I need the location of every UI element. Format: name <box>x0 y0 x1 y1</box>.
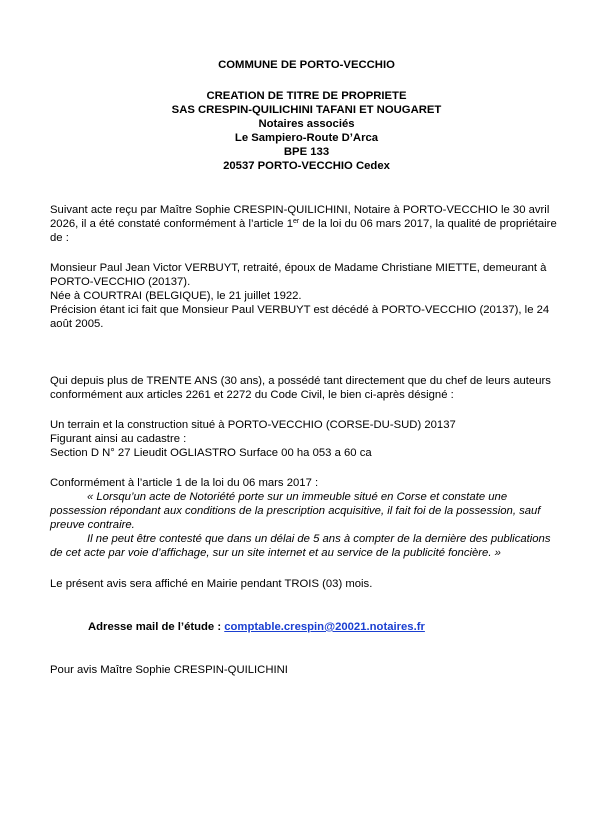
email-label: Adresse mail de l’étude : <box>88 621 225 633</box>
address-po-box: BPE 133 <box>283 146 330 158</box>
document-title: CREATION DE TITRE DE PROPRIETE <box>206 90 407 102</box>
law-intro: Conformément à l’article 1 de la loi du 06 mars 2017 : <box>50 477 319 489</box>
address-city: 20537 PORTO-VECCHIO Cedex <box>223 160 390 172</box>
owner-birth: Née à COURTRAI (BELGIQUE), le 21 juillet 1922. <box>50 290 302 302</box>
law-quote-second: Il ne peut être contesté que dans un délai de 5 ans à compter de la dernière des publications de cet acte par voie d’affichage, sur un site internet et au service de la publicité foncière. » <box>50 533 551 559</box>
possession-paragraph: Qui depuis plus de TRENTE ANS (30 ans), a possédé tant directement que du chef de leurs auteurs conformément aux articles 2261 et 2272 du Code Civil, le bien ci-après désigné : <box>50 375 551 401</box>
intro-paragraph <box>50 203 563 245</box>
closing-signature: Pour avis Maître Sophie CRESPIN-QUILICHINI <box>50 664 288 676</box>
intro-text-start: Suivant acte reçu par Maître Sophie CRESPIN-QUILICHINI, Notaire à PORTO-VECCHIO le 30 avril 2026, il a été constaté conformément à l’article 1 <box>50 204 550 230</box>
intro-superscript: er <box>293 218 300 225</box>
notary-firm-subtitle: Notaires associés <box>258 118 355 130</box>
cadastre-section: Section D N° 27 Lieudit OGLIASTRO Surface 00 ha 053 a 60 ca <box>50 447 372 459</box>
property-description: Un terrain et la construction situé à PORTO-VECCHIO (CORSE-DU-SUD) 20137 <box>50 419 456 431</box>
address-street: Le Sampiero-Route D’Arca <box>234 132 379 144</box>
email-line <box>50 620 563 634</box>
display-notice: Le présent avis sera affiché en Mairie pendant TROIS (03) mois. <box>50 578 373 590</box>
email-link[interactable]: comptable.crespin@20021.notaires.fr <box>224 621 425 633</box>
commune-title: COMMUNE DE PORTO-VECCHIO <box>218 59 395 71</box>
intro-text-end: de la loi du 06 mars 2017, la qualité de propriétaire de : <box>50 218 557 244</box>
owner-death: Précision étant ici fait que Monsieur Paul VERBUYT est décédé à PORTO-VECCHIO (20137), le 24 août 2005. <box>50 304 550 330</box>
owner-identity: Monsieur Paul Jean Victor VERBUYT, retraité, époux de Madame Christiane MIETTE, demeurant à PORTO-VECCHIO (20137). <box>50 262 547 288</box>
notary-firm-name: SAS CRESPIN-QUILICHINI TAFANI ET NOUGARET <box>171 104 442 116</box>
cadastre-label: Figurant ainsi au cadastre : <box>50 433 187 445</box>
law-quote-first: « Lorsqu’un acte de Notoriété porte sur un immeuble situé en Corse et constate une possession répondant aux conditions de la prescription acquisitive, il fait foi de la possession, sauf preuve contraire. <box>50 491 541 531</box>
document-header <box>50 58 563 173</box>
